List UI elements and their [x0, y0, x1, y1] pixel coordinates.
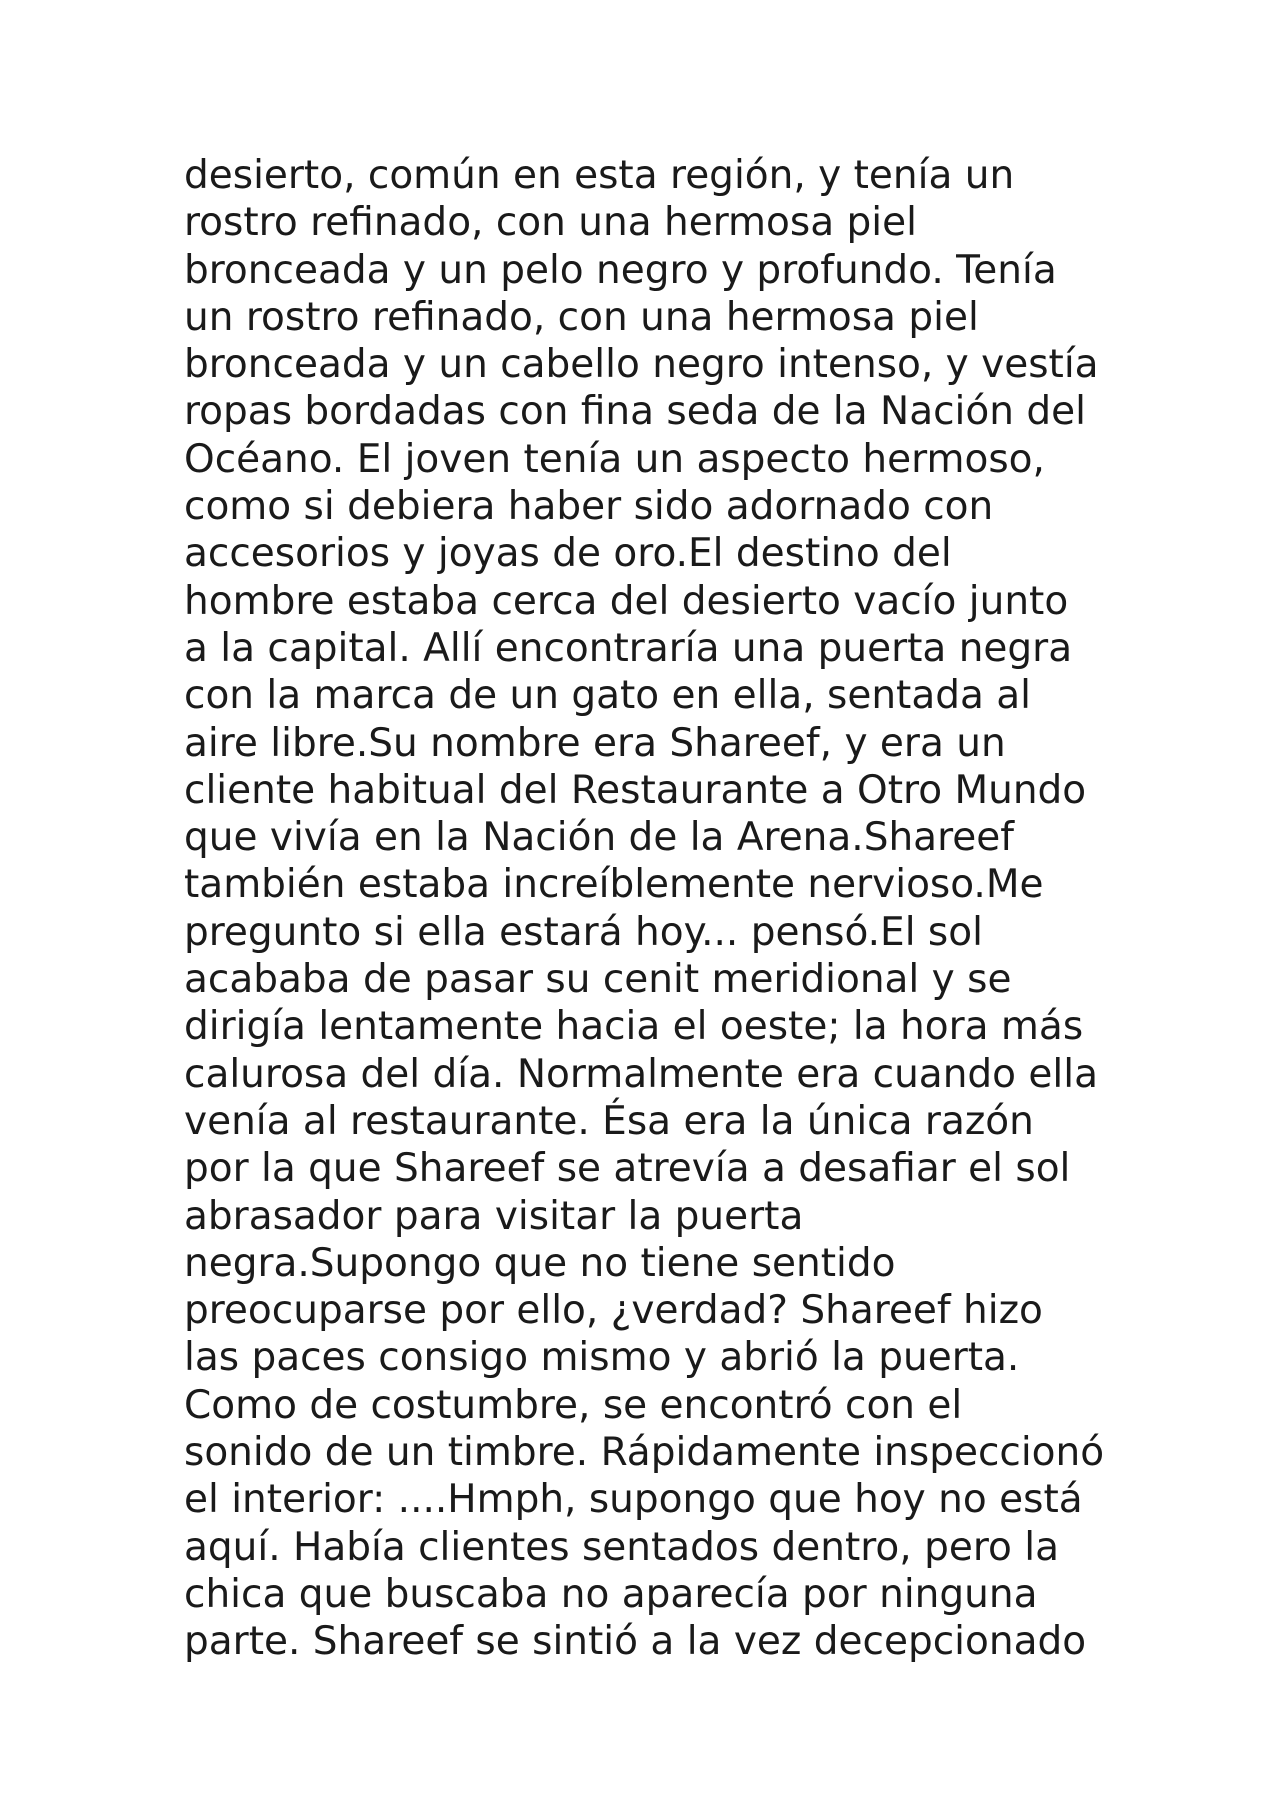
body-text [184, 152, 1184, 1666]
text-line: sonido de un timbre. Rápidamente inspeccionó [184, 1430, 1105, 1476]
text-line: calurosa del día. Normalmente era cuando ella [184, 1051, 1098, 1097]
text-line: Océano. El joven tenía un aspecto hermoso, [184, 436, 1045, 482]
text-line: bronceada y un pelo negro y profundo. Tenía [184, 247, 1057, 293]
text-line: también estaba increíblemente nervioso.Me [184, 862, 1044, 908]
text-line: chica que buscaba no aparecía por ninguna [184, 1571, 1038, 1617]
text-line: preocuparse por ello, ¿verdad? Shareef hizo [184, 1288, 1043, 1334]
text-line: accesorios y joyas de oro.El destino del [184, 531, 952, 577]
text-line: que vivía en la Nación de la Arena.Shareef [184, 815, 1014, 861]
text-line: el interior: ....Hmph, supongo que hoy no está [184, 1477, 1083, 1523]
text-line: negra.Supongo que no tiene sentido [184, 1240, 896, 1286]
text-line: rostro refinado, con una hermosa piel [184, 200, 917, 246]
text-line: aquí. Había clientes sentados dentro, pero la [184, 1524, 1060, 1570]
text-line: ropas bordadas con fina seda de la Nación del [184, 389, 1086, 435]
text-line: bronceada y un cabello negro intenso, y vestía [184, 342, 1099, 388]
text-line: cliente habitual del Restaurante a Otro Mundo [184, 767, 1087, 813]
text-line: Como de costumbre, se encontró con el [184, 1382, 963, 1428]
text-line: abrasador para visitar la puerta [184, 1193, 804, 1239]
text-line: dirigía lentamente hacia el oeste; la hora más [184, 1004, 1084, 1050]
text-line: venía al restaurante. Ésa era la única razón [184, 1098, 1034, 1144]
text-line: hombre estaba cerca del desierto vacío junto [184, 578, 1069, 624]
text-line: pregunto si ella estará hoy... pensó.El sol [184, 909, 983, 955]
text-line: con la marca de un gato en ella, sentada al [184, 673, 1032, 719]
text-line: a la capital. Allí encontraría una puerta negra [184, 625, 1073, 671]
text-line: desierto, común en esta región, y tenía un [184, 153, 1015, 198]
text-line: aire libre.Su nombre era Shareef, y era un [184, 720, 1006, 766]
text-line: las paces consigo mismo y abrió la puerta. [184, 1335, 1020, 1381]
text-line: como si debiera haber sido adornado con [184, 484, 994, 530]
text-line: parte. Shareef se sintió a la vez decepcionado [184, 1619, 1087, 1665]
text-line: acababa de pasar su cenit meridional y se [184, 957, 1012, 1003]
text-line: por la que Shareef se atrevía a desafiar el sol [184, 1146, 1071, 1192]
text-line: un rostro refinado, con una hermosa piel [184, 294, 979, 340]
